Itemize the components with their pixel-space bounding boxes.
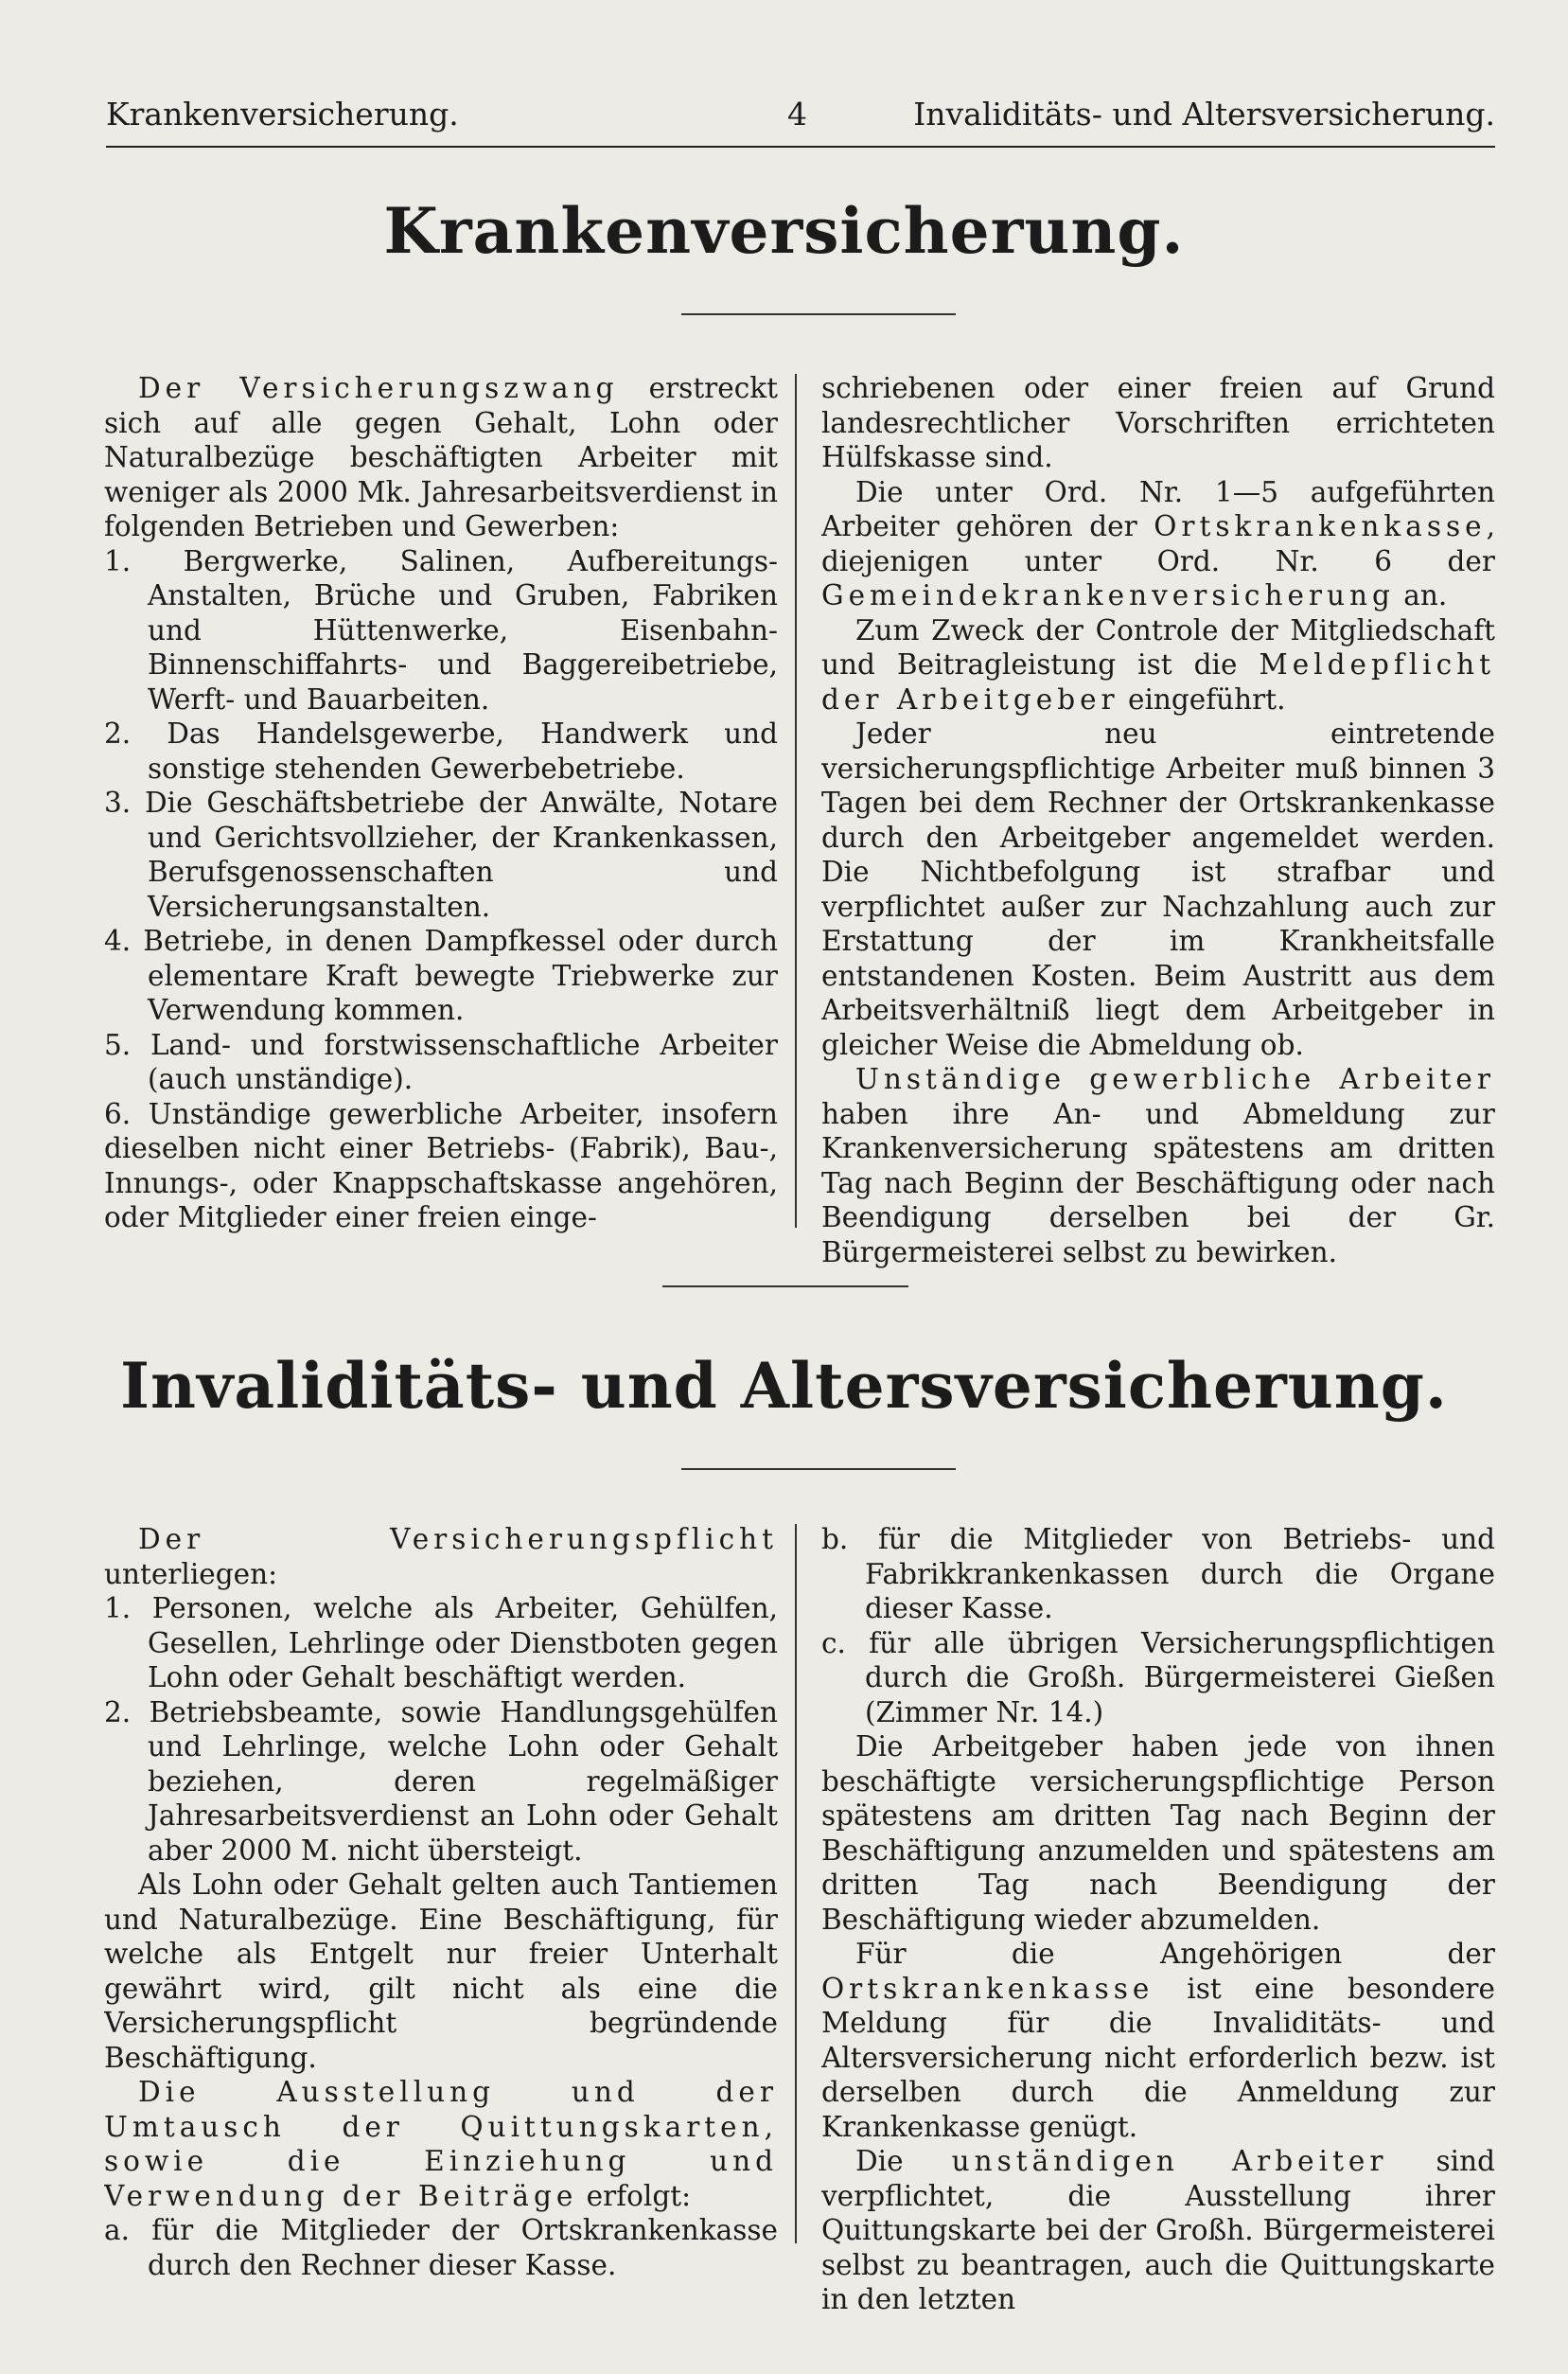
spaced-term: Der Versicherungspflicht (138, 1523, 778, 1555)
paragraph-text: haben ihre An- und Abmeldung zur Krankenversicherung spätestens am dritten Tag nach Beginn der Beschäftigung oder nach Beendigung derselben bei der Gr. Bürgermeisterei selbst zu bewirken. (821, 1097, 1495, 1268)
paragraph (821, 2144, 1495, 2317)
section-title-krankenversicherung: Krankenversicherung. (383, 194, 1185, 268)
spaced-term: Ortskrankenkasse (1154, 510, 1487, 542)
spaced-term: Gemeindekrankenversicherung (821, 579, 1395, 611)
list-item: 5. Land- und forstwissenschaftliche Arbeiter (auch unständige). (104, 1028, 778, 1095)
spaced-term: Unständige gewerbliche Arbeiter (855, 1063, 1495, 1095)
paragraph (104, 1522, 778, 1591)
column-divider (795, 374, 797, 1228)
list-item: 1. Bergwerke, Salinen, Aufbereitungs-Anstalten, Brüche und Gruben, Fabriken und Hüttenwerke, Eisenbahn- Binnenschiffahrts- und Baggereibetriebe, Werft- und Bauarbeiten. (104, 544, 778, 716)
paragraph: Als Lohn oder Gehalt gelten auch Tantiemen und Naturalbezüge. Eine Beschäftigung, für welche als Entgelt nur freier Unterhalt gewährt wird, gilt nicht als eine die Versicherungspflicht begründende Beschäftigung. (104, 1869, 778, 2074)
column-divider (795, 1524, 797, 2243)
list-item: 4. Betriebe, in denen Dampfkessel oder durch elementare Kraft bewegte Triebwerke zur Verwendung kommen. (104, 925, 778, 1026)
paragraph-text: Die unter Ord. Nr. 1—5 aufgeführten Arbeiter gehören der (821, 475, 1495, 542)
list-item: 2. Betriebsbeamte, sowie Handlungsgehülfen und Lehrlinge, welche Lohn oder Gehalt beziehen, deren regelmäßiger Jahresarbeitsverdienst an Lohn oder Gehalt aber 2000 M. nicht übersteigt. (104, 1695, 778, 1867)
running-header (106, 91, 1495, 138)
header-rule (106, 146, 1495, 148)
paragraph (821, 475, 1495, 613)
list-item: 6. Unständige gewerbliche Arbeiter, insofern dieselben nicht einer Betriebs- (Fabrik), Bau-, Innungs-, oder Knappschaftskasse angehören, oder Mitglieder einer freien einge- (104, 1097, 778, 1233)
spaced-term: Der Versicherungszwang (138, 372, 619, 404)
paragraph-text: , diejenigen unter Ord. Nr. 6 der (821, 510, 1495, 577)
paragraph-text: sind verpflichtet, die Ausstellung ihrer Quittungskarte bei der Großh. Bürgermeisterei selbst zu beantragen, auch die Quittungskarte in den letzten (821, 2145, 1495, 2315)
paragraph-text: eingeführt. (1119, 682, 1286, 716)
list-item: 1. Personen, welche als Arbeiter, Gehülfen, Gesellen, Lehrlinge oder Dienstboten gegen Lohn oder Gehalt beschäftigt werden. (104, 1592, 778, 1693)
list-item: c. für alle übrigen Versicherungspflichtigen durch die Großh. Bürgermeisterei Gießen (Zimmer Nr. 14.) (821, 1626, 1495, 1728)
section2-left-column (104, 1522, 778, 2282)
paragraph (104, 371, 778, 544)
section1-right-column (821, 371, 1495, 1269)
paragraph: Die Arbeitgeber haben jede von ihnen beschäftigte versicherungspflichtige Person spätestens am dritten Tag nach Beginn der Beschäftigung anzumelden und spätestens am dritten Tag nach Beendigung der Beschäftigung wieder abzumelden. (821, 1730, 1495, 1936)
paragraph (821, 613, 1495, 718)
section-title-invaliditaetsversicherung: Invaliditäts- und Altersversicherung. (120, 1349, 1448, 1423)
paragraph (821, 1062, 1495, 1269)
paragraph (104, 2075, 778, 2213)
paragraph: Jeder neu eintretende versicherungspflichtige Arbeiter muß binnen 3 Tagen bei dem Rechner der Ortskrankenkasse durch den Arbeitgeber angemeldet werden. Die Nichtbefolgung ist strafbar und verpflichtet außer zur Nachzahlung auch zur Erstattung der im Krankheitsfalle entstandenen Kosten. Beim Austritt aus dem Arbeitsverhältniß liegt dem Arbeitgeber in gleicher Weise die Abmeldung ob. (821, 718, 1495, 1061)
spaced-term: unständigen Arbeiter (951, 2145, 1388, 2177)
paragraph-text: erstreckt sich auf alle gegen Gehalt, Lohn oder Naturalbezüge beschäftigten Arbeiter mit weniger als 2000 Mk. Jahresarbeitsverdienst in folgenden Betrieben und Gewerben: (104, 372, 778, 542)
spaced-term: Meldepflicht der Arbeitgeber (821, 648, 1495, 716)
paragraph (821, 1937, 1495, 2144)
title-rule (681, 1468, 956, 1470)
paragraph-text: an. (1394, 579, 1448, 611)
paragraph-text: unterliegen: (104, 1557, 278, 1590)
paragraph: schriebenen oder einer freien auf Grund landesrechtlicher Vorschriften errichteten Hülfskasse sind. (821, 372, 1495, 473)
list-item: b. für die Mitglieder von Betriebs- und Fabrikkrankenkassen durch die Organe dieser Kasse. (821, 1523, 1495, 1624)
paragraph-text: Die (855, 2145, 952, 2177)
paragraph-text: erfolgt: (577, 2179, 692, 2212)
list-item: 2. Das Handelsgewerbe, Handwerk und sonstige stehenden Gewerbebetriebe. (104, 718, 778, 785)
title-rule (681, 313, 956, 315)
header-left: Krankenversicherung. (106, 96, 459, 133)
list-item: 3. Die Geschäftsbetriebe der Anwälte, Notare und Gerichtsvollzieher, der Krankenkassen, Berufsgenossenschaften und Versicherungsanstalten. (104, 787, 778, 923)
section1-left-column (104, 371, 778, 1235)
list-item: a. für die Mitglieder der Ortskrankenkasse durch den Rechner dieser Kasse. (104, 2214, 778, 2281)
paragraph-text: Für die Angehörigen der (855, 1938, 1495, 1970)
header-right: Invaliditäts- und Altersversicherung. (913, 96, 1495, 133)
section-separator (662, 1285, 908, 1287)
section2-right-column (821, 1522, 1495, 2317)
page-number: 4 (787, 96, 807, 133)
spaced-term: Ortskrankenkasse (821, 1972, 1154, 2005)
paragraph-text: Zum Zweck der Controle der Mitgliedschaft und Beitragleistung ist die (821, 613, 1495, 681)
paragraph-text: ist eine besondere Meldung für die Invaliditäts- und Altersversicherung nicht erforderlich bezw. ist derselben durch die Anmeldung zur Krankenkasse genügt. (821, 1972, 1495, 2143)
spaced-term: Die Ausstellung und der Umtausch der Quittungskarten, sowie die Einziehung und Verwendung der Beiträge (104, 2076, 778, 2212)
